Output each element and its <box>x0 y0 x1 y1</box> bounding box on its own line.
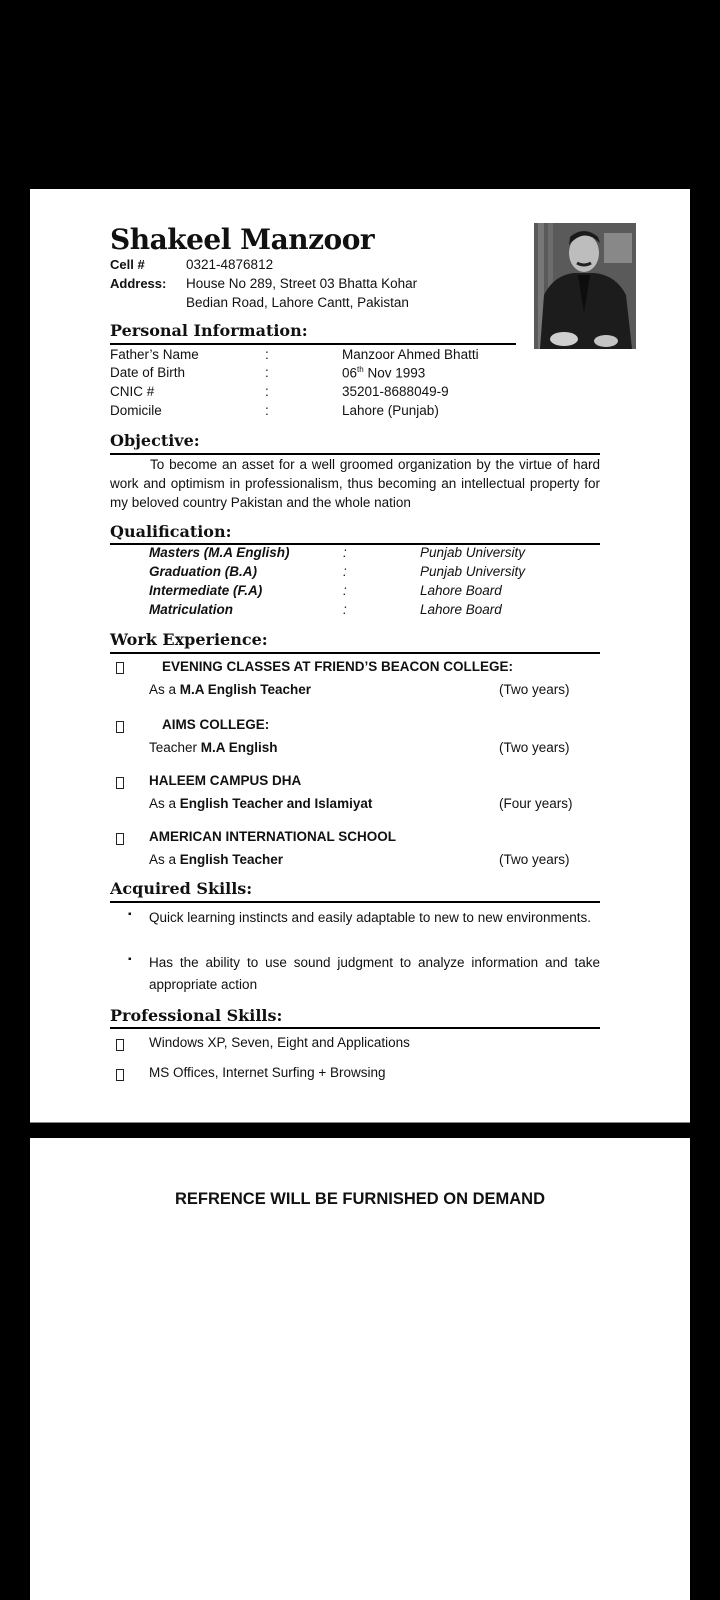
bullet-box-icon <box>116 720 124 738</box>
dob-value <box>342 365 425 381</box>
dob-suffix: th <box>357 365 364 374</box>
personal-info-divider <box>110 343 516 345</box>
dob-day: 06 <box>342 365 358 381</box>
address-line-2: Bedian Road, Lahore Cantt, Pakistan <box>186 295 409 310</box>
cnic-separator: : <box>265 384 269 399</box>
work-role-title: M.A English Teacher <box>179 682 312 697</box>
qualification-degree: Masters (M.A English) <box>149 545 290 560</box>
work-org: AMERICAN INTERNATIONAL SCHOOL <box>149 829 396 844</box>
bullet-box-icon <box>116 832 124 850</box>
qualification-separator: : <box>343 602 347 617</box>
fathers-name-label: Father’s Name <box>110 347 199 362</box>
work-role <box>149 796 372 811</box>
acquired-skill-item: Quick learning instincts and easily adaptable to new to new environments. <box>149 910 591 925</box>
reference-note: REFRENCE WILL BE FURNISHED ON DEMAND <box>174 1190 546 1208</box>
work-duration: (Two years) <box>499 740 570 755</box>
qualification-separator: : <box>343 564 347 579</box>
qualification-board: Punjab University <box>420 564 526 579</box>
acquired-skills-heading: Acquired Skills: <box>110 879 253 898</box>
domicile-label: Domicile <box>110 403 162 418</box>
cnic-label: CNIC # <box>110 384 155 399</box>
work-role-prefix: As a <box>149 682 180 697</box>
professional-skill-item: MS Offices, Internet Surfing + Browsing <box>149 1065 386 1080</box>
fathers-name-separator: : <box>265 347 269 362</box>
dob-month-year: Nov 1993 <box>363 365 426 381</box>
qualification-board: Lahore Board <box>420 583 502 598</box>
objective-text: To become an asset for a well groomed organization by the virtue of hard work and optimism in professionalism, thus becoming an intellectual property for my beloved country Pakistan and the whole nation <box>110 457 600 510</box>
qualification-heading: Qualification: <box>110 522 232 541</box>
qualification-board: Punjab University <box>420 545 526 560</box>
dob-separator: : <box>265 365 269 380</box>
work-org: AIMS COLLEGE: <box>162 717 270 732</box>
qualification-separator: : <box>343 583 347 598</box>
resume-page-2 <box>30 1138 690 1600</box>
qualification-board: Lahore Board <box>420 602 502 617</box>
work-org: HALEEM CAMPUS DHA <box>149 773 302 788</box>
address-label: Address: <box>110 276 167 291</box>
person-photo-icon <box>534 223 636 349</box>
work-role-title: English Teacher <box>179 852 284 867</box>
domicile-separator: : <box>265 403 269 418</box>
professional-skill-item: Windows XP, Seven, Eight and Applications <box>149 1035 410 1050</box>
fathers-name-value: Manzoor Ahmed Bhatti <box>342 347 479 362</box>
acquired-skill-item: Has the ability to use sound judgment to analyze information and take appropriate action <box>149 955 600 992</box>
work-duration: (Two years) <box>499 852 570 867</box>
resume-page-1 <box>30 189 690 1123</box>
acquired-skills-divider <box>110 901 600 903</box>
qualification-degree: Graduation (B.A) <box>149 564 257 579</box>
address-line-1: House No 289, Street 03 Bhatta Kohar <box>186 276 418 291</box>
bullet-box-icon <box>116 776 124 794</box>
bullet-dot-icon: ▪ <box>128 954 132 965</box>
candidate-name: Shakeel Manzoor <box>110 223 375 256</box>
work-duration: (Two years) <box>499 682 570 697</box>
cell-label: Cell # <box>110 257 145 272</box>
professional-skills-heading: Professional Skills: <box>110 1006 283 1025</box>
profile-photo <box>534 223 636 349</box>
qualification-degree: Intermediate (F.A) <box>149 583 263 598</box>
domicile-value: Lahore (Punjab) <box>342 403 439 418</box>
work-role-title: M.A English <box>200 740 278 755</box>
bullet-box-icon <box>116 1068 124 1086</box>
professional-skills-divider <box>110 1027 600 1029</box>
work-role-title: English Teacher and Islamiyat <box>179 796 373 811</box>
cell-value: 0321-4876812 <box>186 257 274 272</box>
bullet-dot-icon: ▪ <box>128 909 132 920</box>
work-experience-divider <box>110 652 600 654</box>
work-role-prefix: As a <box>149 796 180 811</box>
work-duration: (Four years) <box>499 796 573 811</box>
work-role <box>149 740 278 755</box>
objective-heading: Objective: <box>110 431 200 450</box>
qualification-degree: Matriculation <box>149 602 234 617</box>
qualification-separator: : <box>343 545 347 560</box>
work-experience-heading: Work Experience: <box>110 630 268 649</box>
personal-info-heading: Personal Information: <box>110 321 308 340</box>
cnic-value: 35201-8688049-9 <box>342 384 449 399</box>
work-role <box>149 682 311 697</box>
dob-label: Date of Birth <box>110 365 186 380</box>
work-role-prefix: As a <box>149 852 180 867</box>
work-role <box>149 852 283 867</box>
bullet-box-icon <box>116 661 124 679</box>
work-org: EVENING CLASSES AT FRIEND’S BEACON COLLEGE: <box>162 659 514 674</box>
work-role-prefix: Teacher <box>149 740 201 755</box>
bullet-box-icon <box>116 1038 124 1056</box>
